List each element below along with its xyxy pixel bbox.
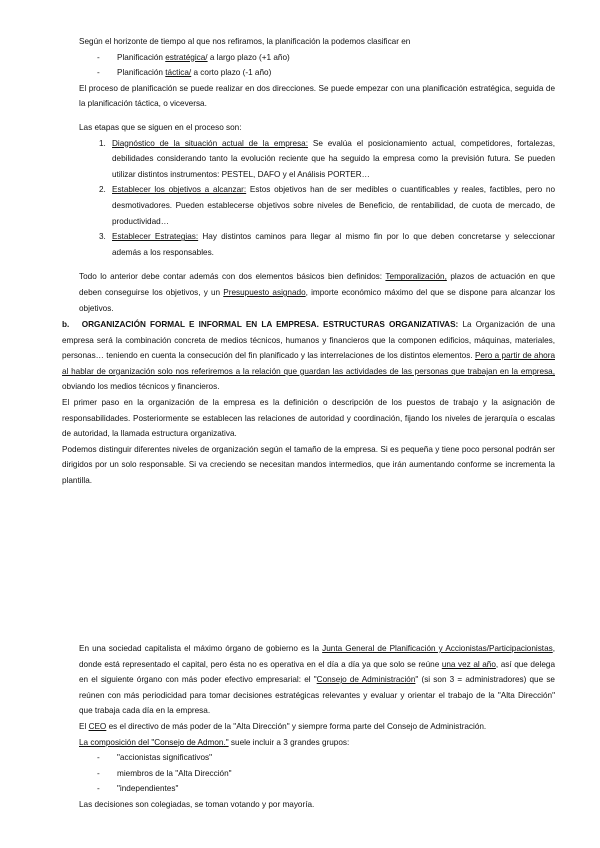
composition-term: La composición del "Consejo de Admon." bbox=[79, 737, 229, 747]
group-text: "independientes" bbox=[117, 784, 179, 794]
stage-text: Se evalúa el posicionamiento actual, competidores, fortalezas, debilidades considerando tanto la evolución reciente que ha seguido la empresa como la previsión futura. Se pueden utilizar distintos instrumentos: PESTEL, DAFO y el Análisis PORTER… bbox=[112, 138, 555, 179]
ceo-text: El bbox=[79, 721, 89, 731]
ceo-text: es el directivo de más poder de la "Alta Dirección" y siempre forma parte del Consejo de Administración. bbox=[106, 721, 487, 731]
list-item bbox=[79, 65, 555, 81]
section-b-paragraph bbox=[62, 317, 555, 395]
item-text: a largo plazo (+1 año) bbox=[207, 52, 290, 62]
decisions-paragraph: Las decisiones son colegiadas, se toman votando y por mayoría. bbox=[79, 799, 315, 809]
closing-text: plazos de actuación en que deben conseguirse los objetivos, y un bbox=[79, 272, 555, 297]
stages-lead: Las etapas que se siguen en el proceso son: bbox=[79, 123, 242, 132]
presupuesto-term: Presupuesto asignado bbox=[223, 287, 306, 297]
list-item bbox=[79, 50, 555, 66]
item-text: Planificación bbox=[117, 52, 166, 62]
closing-text: Todo lo anterior debe contar además con dos elementos básicos bien definidos: bbox=[79, 272, 386, 282]
intro-section bbox=[79, 34, 555, 112]
bullet-dash: - bbox=[97, 768, 100, 778]
stage-number: 1. bbox=[99, 138, 106, 148]
stages-section bbox=[79, 120, 555, 316]
item-underlined: táctica/ bbox=[165, 68, 192, 78]
stage-number: 2. bbox=[99, 185, 106, 195]
composition-text: suele incluir a 3 grandes grupos: bbox=[228, 737, 350, 747]
bullet-dash: - bbox=[97, 52, 100, 62]
governance-section bbox=[79, 641, 555, 813]
levels-paragraph: Podemos distinguir diferentes niveles de organización según el tamaño de la empresa. Si es pequeña y tiene poco personal podrán ser dirigidos por un solo responsable. Si va creciendo se necesitan mandos intermedios, que irán aumentando conforme se incrementa la plantilla. bbox=[62, 444, 555, 485]
intro-paragraph: Según el horizonte de tiempo al que nos refiramos, la planificación la podemos clasificar en bbox=[79, 37, 411, 46]
item-text: Planificación bbox=[117, 68, 166, 78]
item-text: a corto plazo (-1 año) bbox=[191, 68, 272, 78]
stage-item bbox=[79, 136, 555, 183]
section-b bbox=[62, 317, 555, 489]
stage-item bbox=[79, 229, 555, 260]
once-a-year-term: una vez al año bbox=[441, 659, 496, 669]
section-text: La Organización de una empresa será la combinación concreta de medios técnicos, humanos y financieros que la componen edificios, máquinas, materiales, personas… teniendo en cuenta la consecución del fin planificado y las interrelaciones de los distintos elementos. bbox=[62, 320, 555, 361]
item-underlined: estratégica/ bbox=[165, 52, 208, 62]
group-item bbox=[79, 750, 555, 766]
gov-text: , donde está representado el capital, pero ésta no es operativa en el día a día ya que solo se reúne bbox=[79, 644, 556, 669]
bullet-dash: - bbox=[97, 784, 100, 794]
gov-text: En una sociedad capitalista el máximo órgano de gobierno es la bbox=[79, 644, 323, 653]
consejo-term: Consejo de Administración bbox=[316, 675, 416, 685]
stage-text: Estos objetivos han de ser medibles o cuantificables y reales, factibles, pero no desmotivadores. Pueden establecerse objetivos sobre niveles de Beneficio, de rentabilidad, de cuota de mercado, de productividad… bbox=[112, 185, 556, 226]
group-text: miembros de la "Alta Dirección" bbox=[117, 768, 232, 778]
bullet-dash: - bbox=[97, 68, 100, 78]
gov-text: " (si son 3 = administradores) que se reúnen con más periodicidad para tomar decisiones estratégicas relevantes y evaluar y orientar el trabajo de la "Alta Dirección" que trabaja cada día en la empresa. bbox=[79, 675, 555, 716]
group-item bbox=[79, 781, 555, 797]
stage-item bbox=[79, 182, 555, 229]
gov-text: , así que delega en el siguiente órgano con más poder efectivo empresarial: el " bbox=[79, 659, 555, 685]
stage-title: Establecer Estrategias: bbox=[112, 232, 199, 242]
section-text: obviando los medios técnicos y financieros. bbox=[62, 382, 220, 392]
ceo-paragraph bbox=[79, 719, 555, 735]
group-text: "accionistas significativos" bbox=[117, 753, 213, 763]
section-label: b. bbox=[62, 320, 70, 329]
closing-text: , importe económico máximo del que se dispone para alcanzar los objetivos. bbox=[79, 287, 556, 313]
stage-text: Hay distintos caminos para llegar al mismo fin por lo que deben concretarse y seleccionar además a los responsables. bbox=[112, 232, 555, 257]
stage-title: Diagnóstico de la situación actual de la empresa: bbox=[112, 138, 309, 148]
ceo-term: CEO bbox=[88, 721, 107, 731]
temporalizacion-term: Temporalización, bbox=[385, 272, 447, 282]
bullet-dash: - bbox=[97, 753, 100, 763]
composition-paragraph bbox=[79, 735, 555, 751]
section-underlined: Pero a partir de ahora al hablar de organización solo nos referiremos a la relación que guardan las actividades de las personas que trabajan en la empresa, bbox=[62, 351, 555, 376]
closing-paragraph bbox=[79, 269, 555, 316]
junta-general-term: Junta General de Planificación y Accionistas/Participacionistas bbox=[322, 644, 553, 653]
first-step-paragraph: El primer paso en la organización de la empresa es la definición o descripción de los puestos de trabajo y la asignación de responsabilidades. Posteriormente se establecen las relaciones de autoridad y coordinación, fijando los niveles de jerarquía o escalas de autoridad, la llamada estructura organizativa. bbox=[62, 397, 555, 439]
section-heading: ORGANIZACIÓN FORMAL E INFORMAL EN LA EMPRESA. ESTRUCTURAS ORGANIZATIVAS: bbox=[81, 320, 459, 329]
group-item bbox=[79, 766, 555, 782]
directions-paragraph: El proceso de planificación se puede realizar en dos direcciones. Se puede empezar con una planificación estratégica, seguida de la planificación táctica, o viceversa. bbox=[79, 83, 555, 109]
stage-title: Establecer los objetivos a alcanzar: bbox=[112, 185, 247, 195]
stage-number: 3. bbox=[99, 232, 106, 242]
governance-paragraph bbox=[79, 641, 555, 719]
